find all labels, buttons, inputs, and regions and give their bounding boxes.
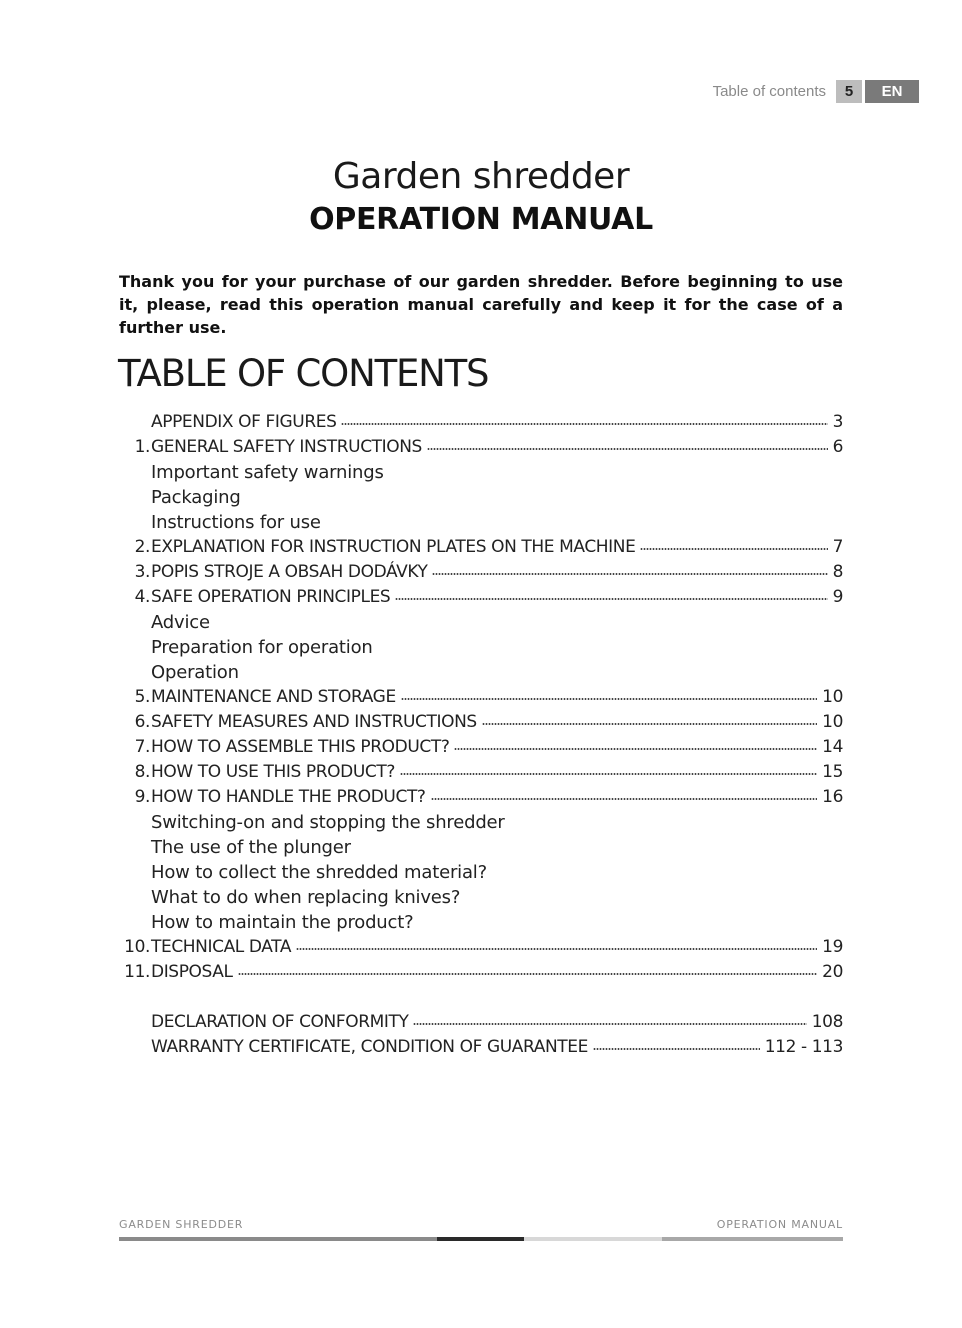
toc-entry-page: 20 (822, 962, 843, 982)
toc-entry-page: 9 (832, 587, 843, 607)
footer-bar-segment (524, 1237, 662, 1241)
toc-entry-title: HOW TO HANDLE THE PRODUCT? (151, 787, 426, 807)
toc-leader-dots (238, 971, 818, 977)
footer-bar (119, 1237, 843, 1241)
toc-entry-title: Preparation for operation (151, 637, 373, 658)
toc-entry (110, 535, 843, 560)
document-subtitle: OPERATION MANUAL (309, 202, 653, 237)
toc-entry-page: 16 (822, 787, 843, 807)
toc-entry-title: The use of the plunger (151, 837, 351, 858)
toc-heading: TABLE OF CONTENTS (118, 352, 489, 395)
toc-entry-page: 10 (822, 712, 843, 732)
toc-entry-number: 3. (134, 562, 150, 582)
toc-entry-title: DECLARATION OF CONFORMITY (151, 1012, 409, 1032)
toc-entry-page: 8 (832, 562, 843, 582)
toc-entry-title: GENERAL SAFETY INSTRUCTIONS (151, 437, 422, 457)
toc-entry (110, 960, 843, 985)
toc-entry-title: Advice (151, 612, 210, 633)
toc-entry-number: 8. (134, 762, 150, 782)
toc-entry (110, 660, 843, 685)
toc-leader-dots (431, 796, 818, 802)
toc-entry-title: WARRANTY CERTIFICATE, CONDITION OF GUARANTEE (151, 1037, 588, 1057)
toc-entry-title: EXPLANATION FOR INSTRUCTION PLATES ON THE MACHINE (151, 537, 636, 557)
toc-leader-dots (640, 546, 827, 552)
footer-document-name: OPERATION MANUAL (716, 1218, 843, 1231)
toc-entry (110, 510, 843, 535)
toc-entry (110, 760, 843, 785)
toc-entry-page: 3 (832, 412, 843, 432)
toc-entry-page: 10 (822, 687, 843, 707)
toc-spacer (110, 985, 843, 1010)
toc-entry-page: 14 (822, 737, 843, 757)
toc-entry (110, 685, 843, 710)
toc-entry (110, 935, 843, 960)
toc-leader-dots (593, 1046, 760, 1052)
toc-entry-number: 2. (134, 537, 150, 557)
footer-bar-segment (119, 1237, 437, 1241)
toc-entry-title: Operation (151, 662, 239, 683)
toc-entry (110, 435, 843, 460)
header-section-label: Table of contents (712, 83, 826, 100)
footer-bar-segment (662, 1237, 843, 1241)
toc-entry-number: 5. (134, 687, 150, 707)
toc-entry-title: DISPOSAL (151, 962, 233, 982)
toc-entry-title: SAFE OPERATION PRINCIPLES (151, 587, 391, 607)
toc-entry (110, 410, 843, 435)
toc-entry-number: 6. (134, 712, 150, 732)
toc-entry-title: SAFETY MEASURES AND INSTRUCTIONS (151, 712, 477, 732)
toc-entry-page: 15 (822, 762, 843, 782)
toc-entry-page: 7 (832, 537, 843, 557)
toc-entry-number: 9. (134, 787, 150, 807)
toc-entry (110, 460, 843, 485)
toc-entry-page: 112 - 113 (764, 1037, 843, 1057)
toc-leader-dots (482, 721, 817, 727)
toc-entry-page: 108 (811, 1012, 843, 1032)
toc-entry (110, 835, 843, 860)
toc-entry-title: What to do when replacing knives? (151, 887, 461, 908)
table-of-contents (110, 410, 843, 1060)
toc-leader-dots (296, 946, 817, 952)
toc-leader-dots (401, 696, 817, 702)
intro-paragraph: Thank you for your purchase of our garden shredder. Before beginning to use it, please, read this operation manual carefully and keep it for the case of a further use. (119, 272, 843, 337)
toc-entry-title: Packaging (151, 487, 241, 508)
toc-entry-title: TECHNICAL DATA (151, 937, 292, 957)
toc-entry (110, 885, 843, 910)
toc-entry (110, 1035, 843, 1060)
toc-leader-dots (413, 1021, 806, 1027)
toc-entry (110, 785, 843, 810)
toc-entry-title: HOW TO ASSEMBLE THIS PRODUCT? (151, 737, 450, 757)
toc-entry-title: Switching-on and stopping the shredder (151, 812, 505, 833)
toc-entry (110, 860, 843, 885)
toc-leader-dots (341, 421, 827, 427)
toc-leader-dots (454, 746, 817, 752)
toc-entry-title: How to collect the shredded material? (151, 862, 487, 883)
language-badge: EN (865, 80, 919, 103)
page-number: 5 (836, 80, 862, 103)
toc-entry-title: Instructions for use (151, 512, 321, 533)
toc-entry (110, 560, 843, 585)
toc-entry (110, 1010, 843, 1035)
toc-entry (110, 710, 843, 735)
toc-entry-title: POPIS STROJE A OBSAH DODÁVKY (151, 562, 428, 582)
toc-leader-dots (432, 571, 827, 577)
toc-entry-title: How to maintain the product? (151, 912, 414, 933)
toc-entry-title: APPENDIX OF FIGURES (151, 412, 337, 432)
toc-entry (110, 735, 843, 760)
document-title: Garden shredder (332, 156, 630, 197)
toc-entry (110, 910, 843, 935)
toc-entry-number: 7. (134, 737, 150, 757)
toc-entry-page: 6 (832, 437, 843, 457)
toc-entry (110, 635, 843, 660)
toc-entry-number: 11. (124, 962, 150, 982)
toc-entry (110, 485, 843, 510)
toc-leader-dots (400, 771, 817, 777)
footer-bar-segment (437, 1237, 524, 1241)
toc-entry (110, 610, 843, 635)
toc-entry-number: 1. (134, 437, 150, 457)
toc-entry (110, 810, 843, 835)
toc-entry-number: 10. (124, 937, 150, 957)
toc-entry-page: 19 (822, 937, 843, 957)
page-header (713, 80, 919, 103)
toc-entry-title: Important safety warnings (151, 462, 384, 483)
toc-entry (110, 585, 843, 610)
toc-entry-title: MAINTENANCE AND STORAGE (151, 687, 396, 707)
toc-entry-number: 4. (134, 587, 150, 607)
toc-entry-title: HOW TO USE THIS PRODUCT? (151, 762, 395, 782)
footer-product-name: GARDEN SHREDDER (119, 1218, 244, 1231)
toc-leader-dots (395, 596, 827, 602)
toc-leader-dots (427, 446, 828, 452)
